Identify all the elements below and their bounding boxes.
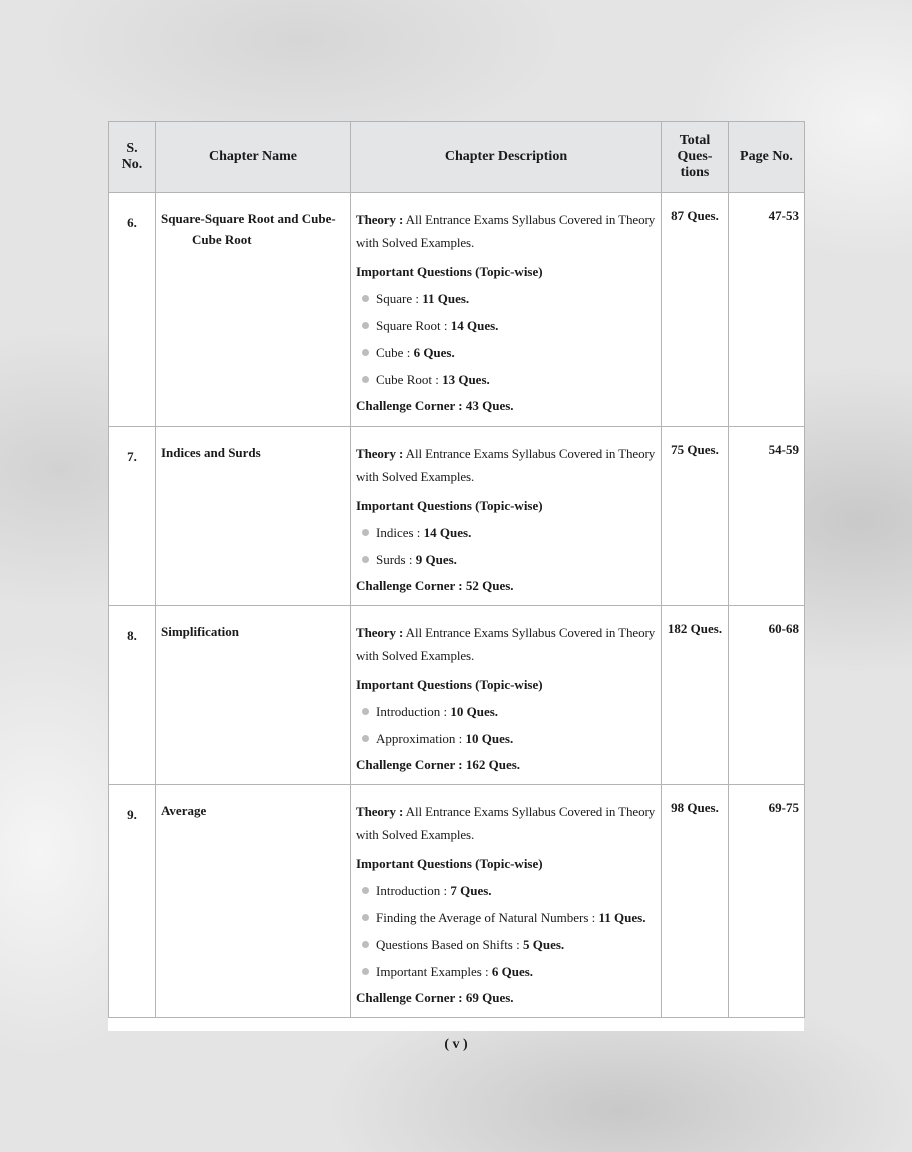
table-row [109,427,805,606]
page-no-cell: 69-75 [729,785,805,1018]
chapter-name-line: Cube Root [192,232,252,247]
topic-count: 11 Ques. [598,910,646,925]
bullet-icon [362,941,369,948]
chapter-name-line: Average [161,803,207,818]
page-number: ( v ) [444,1037,468,1052]
topic-item [356,906,657,929]
topic-count: 10 Ques. [465,731,514,746]
topic-name: Square Root : [376,318,448,333]
topic-count: 13 Ques. [442,372,490,387]
bullet-icon [362,556,369,563]
theory-line [356,208,657,254]
total-questions-cell: 75 Ques. [662,427,729,606]
topic-name: Questions Based on Shifts : [376,937,520,952]
header-row [109,122,805,193]
theory-line [356,621,657,667]
header-page-no: Page No. [729,122,805,193]
contents-table [108,121,805,1018]
theory-label: Theory : [356,804,404,819]
bullet-icon [362,376,369,383]
header-chapter-name: Chapter Name [156,122,351,193]
topic-name: Finding the Average of Natural Numbers : [376,910,596,925]
topic-item [356,548,657,571]
topic-name: Introduction : [376,883,448,898]
bullet-icon [362,735,369,742]
table-row [109,193,805,427]
theory-label: Theory : [356,212,404,227]
topic-name: Important Examples : [376,964,489,979]
page-no-cell: 54-59 [729,427,805,606]
topic-item [356,287,657,310]
chapter-description-cell [351,193,662,427]
theory-text: All Entrance Exams Syllabus Covered in Theory with Solved Examples. [356,625,656,663]
table-row [109,606,805,785]
topic-name: Indices : [376,525,421,540]
topic-count: 14 Ques. [423,525,472,540]
theory-line [356,800,657,846]
challenge-corner: Challenge Corner : 69 Ques. [356,990,514,1005]
topic-list [356,700,657,750]
topic-name: Cube : [376,345,411,360]
topic-item [356,700,657,723]
theory-label: Theory : [356,446,404,461]
important-questions-label: Important Questions (Topic-wise) [356,264,543,279]
chapter-name-cell [156,606,351,785]
topic-count: 11 Ques. [422,291,470,306]
chapter-name-line: Indices and Surds [161,445,261,460]
sno-cell: 6. [109,193,156,427]
topic-count: 5 Ques. [522,937,565,952]
total-questions-cell: 182 Ques. [662,606,729,785]
theory-label: Theory : [356,625,404,640]
topic-count: 6 Ques. [491,964,534,979]
challenge-corner: Challenge Corner : 43 Ques. [356,398,514,413]
topic-item [356,960,657,983]
bullet-icon [362,295,369,302]
topic-count: 10 Ques. [450,704,499,719]
topic-name: Introduction : [376,704,448,719]
page-no-cell: 60-68 [729,606,805,785]
topic-item [356,727,657,750]
chapter-name-line: Square-Square Root and Cube- [161,211,336,226]
total-questions-cell: 98 Ques. [662,785,729,1018]
chapter-name-cell [156,193,351,427]
bullet-icon [362,708,369,715]
theory-text: All Entrance Exams Syllabus Covered in Theory with Solved Examples. [356,804,656,842]
chapter-name-cell [156,427,351,606]
bullet-icon [362,322,369,329]
header-sno: S. No. [109,122,156,193]
bullet-icon [362,529,369,536]
topic-item [356,368,657,391]
page-no-cell: 47-53 [729,193,805,427]
total-questions-cell: 87 Ques. [662,193,729,427]
topic-item [356,314,657,337]
sno-cell: 7. [109,427,156,606]
topic-name: Approximation : [376,731,463,746]
challenge-corner: Challenge Corner : 162 Ques. [356,757,521,772]
topic-name: Surds : [376,552,413,567]
chapter-name-cell [156,785,351,1018]
chapter-description-cell [351,427,662,606]
topic-list [356,287,657,391]
table-row [109,785,805,1018]
topic-count: 14 Ques. [450,318,499,333]
theory-text: All Entrance Exams Syllabus Covered in Theory with Solved Examples. [356,446,656,484]
topic-name: Cube Root : [376,372,439,387]
bullet-icon [362,914,369,921]
topic-count: 9 Ques. [415,552,457,567]
sno-cell: 8. [109,606,156,785]
topic-item [356,341,657,364]
chapter-name-line: Simplification [161,624,240,639]
topic-list [356,521,657,571]
topic-list [356,879,657,983]
topic-count: 7 Ques. [450,883,492,898]
important-questions-label: Important Questions (Topic-wise) [356,856,543,871]
theory-line [356,442,657,488]
sno-cell: 9. [109,785,156,1018]
topic-item [356,521,657,544]
important-questions-label: Important Questions (Topic-wise) [356,498,543,513]
topic-item [356,933,657,956]
chapter-description-cell [351,785,662,1018]
header-total-questions: Total Ques-tions [662,122,729,193]
theory-text: All Entrance Exams Syllabus Covered in Theory with Solved Examples. [356,212,656,250]
bullet-icon [362,968,369,975]
important-questions-label: Important Questions (Topic-wise) [356,677,543,692]
topic-name: Square : [376,291,419,306]
header-chapter-description: Chapter Description [351,122,662,193]
challenge-corner: Challenge Corner : 52 Ques. [356,578,514,593]
topic-item [356,879,657,902]
chapter-description-cell [351,606,662,785]
topic-count: 6 Ques. [413,345,455,360]
bullet-icon [362,349,369,356]
bullet-icon [362,887,369,894]
